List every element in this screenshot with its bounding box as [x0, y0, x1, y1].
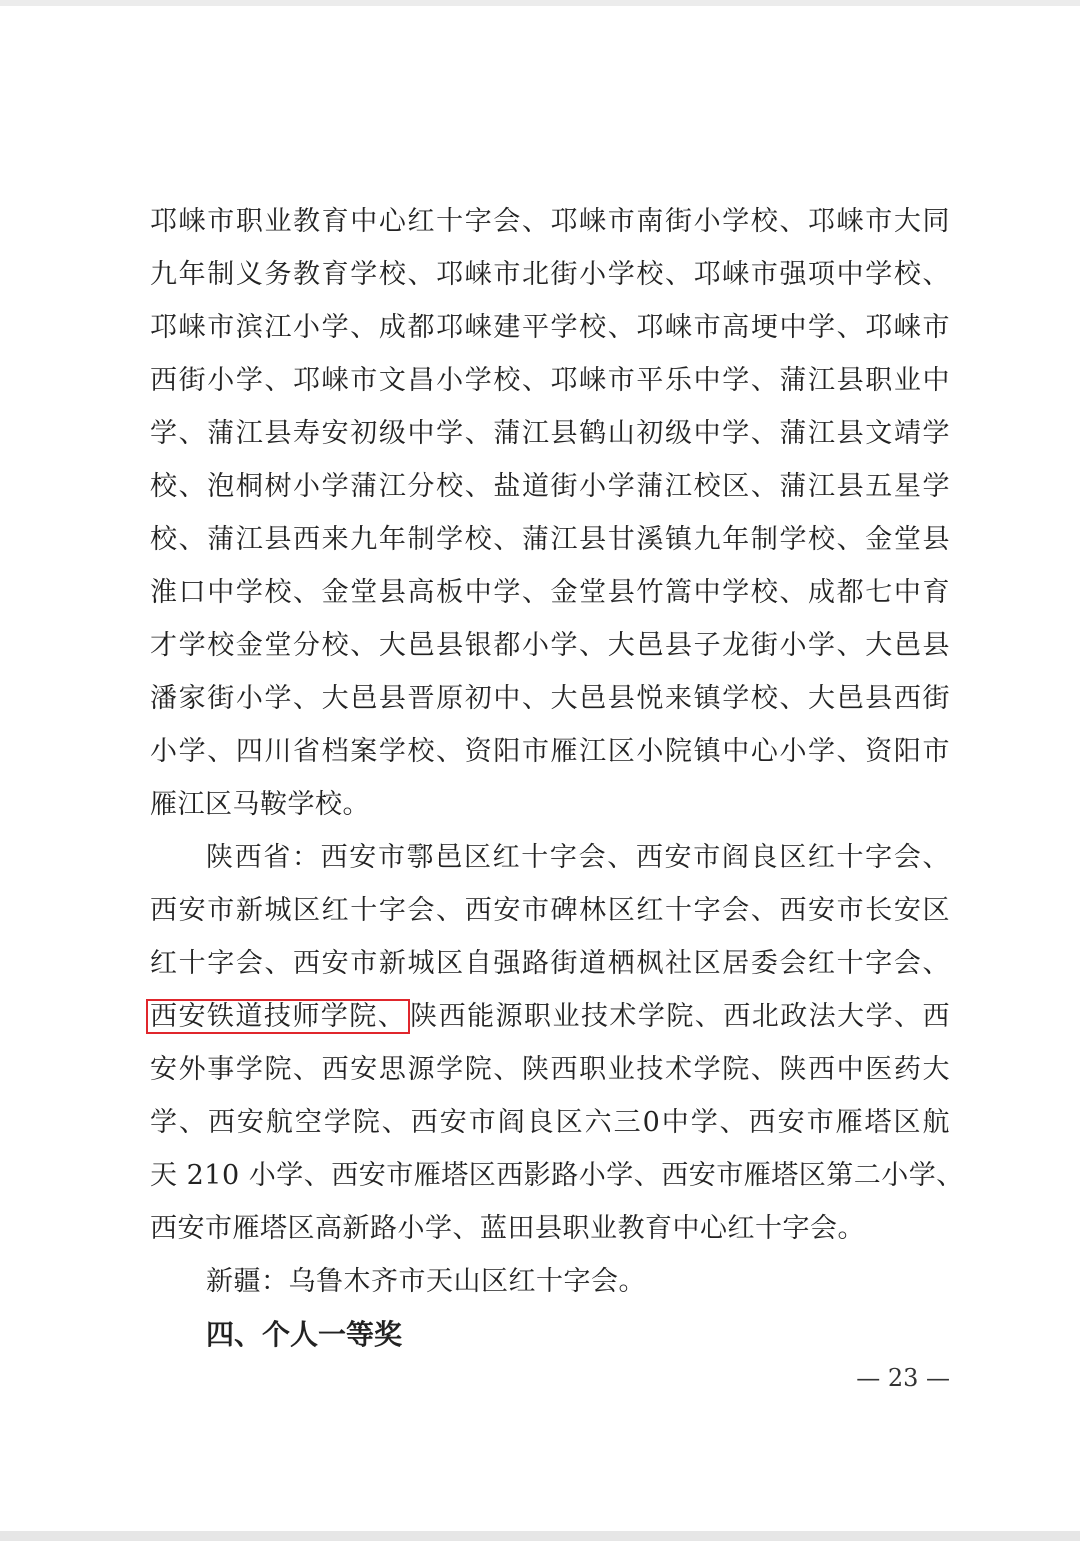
- shaanxi-line-6: 学、西安航空学院、西安市阎良区六三0中学、西安市雁塔区航: [150, 1107, 950, 1138]
- top-scan-edge: [0, 0, 1080, 6]
- section-heading: 四、个人一等奖: [206, 1318, 403, 1351]
- shaanxi-line-2: 西安市新城区红十字会、西安市碑林区红十字会、西安市长安区: [150, 895, 950, 926]
- shaanxi-line-3: 红十字会、西安市新城区自强路街道栖枫社区居委会红十字会、: [150, 948, 950, 979]
- text-line-11: 小学、四川省档案学校、资阳市雁江区小院镇中心小学、资阳市: [150, 736, 950, 767]
- shaanxi-line-5: 安外事学院、西安思源学院、陕西职业技术学院、陕西中医药大: [150, 1054, 950, 1085]
- shaanxi-line-7: 天 210 小学、西安市雁塔区西影路小学、西安市雁塔区第二小学、: [150, 1160, 964, 1191]
- text-line-5: 学、蒲江县寿安初级中学、蒲江县鹤山初级中学、蒲江县文靖学: [150, 418, 950, 449]
- text-line-4: 西街小学、邛崃市文昌小学校、邛崃市平乐中学、蒲江县职业中: [150, 365, 950, 396]
- shaanxi-line-4: [150, 991, 950, 1043]
- text-line-3: 邛崃市滨江小学、成都邛崃建平学校、邛崃市高埂中学、邛崃市: [150, 312, 950, 343]
- shaanxi-line-1: 陕西省：西安市鄠邑区红十字会、西安市阎良区红十字会、: [206, 842, 950, 873]
- text-line-1: 邛崃市职业教育中心红十字会、邛崃市南街小学校、邛崃市大同: [150, 206, 950, 237]
- text-line-8: 淮口中学校、金堂县高板中学、金堂县竹篙中学校、成都七中育: [150, 577, 950, 608]
- text-line-7: 校、蒲江县西来九年制学校、蒲江县甘溪镇九年制学校、金堂县: [150, 524, 950, 555]
- text-line-12: 雁江区马鞍学校。: [150, 789, 370, 820]
- text-line-6: 校、泡桐树小学蒲江分校、盐道街小学蒲江校区、蒲江县五星学: [150, 471, 950, 502]
- shaanxi-line-8: 西安市雁塔区高新路小学、蓝田县职业教育中心红十字会。: [150, 1213, 865, 1244]
- page-number: — 23 —: [856, 1364, 950, 1392]
- xinjiang-line: 新疆：乌鲁木齐市天山区红十字会。: [206, 1266, 646, 1297]
- text-line-2: 九年制义务教育学校、邛崃市北街小学校、邛崃市强项中学校、: [150, 259, 950, 290]
- highlighted-institution: 西安铁道技师学院、: [146, 999, 410, 1034]
- text-line-9: 才学校金堂分校、大邑县银都小学、大邑县子龙街小学、大邑县: [150, 630, 950, 661]
- bottom-scan-edge: [0, 1531, 1080, 1541]
- text-line-10: 潘家街小学、大邑县晋原初中、大邑县悦来镇学校、大邑县西街: [150, 683, 950, 714]
- shaanxi-line-4-rest: 陕西能源职业技术学院、西北政法大学、西: [410, 1001, 951, 1032]
